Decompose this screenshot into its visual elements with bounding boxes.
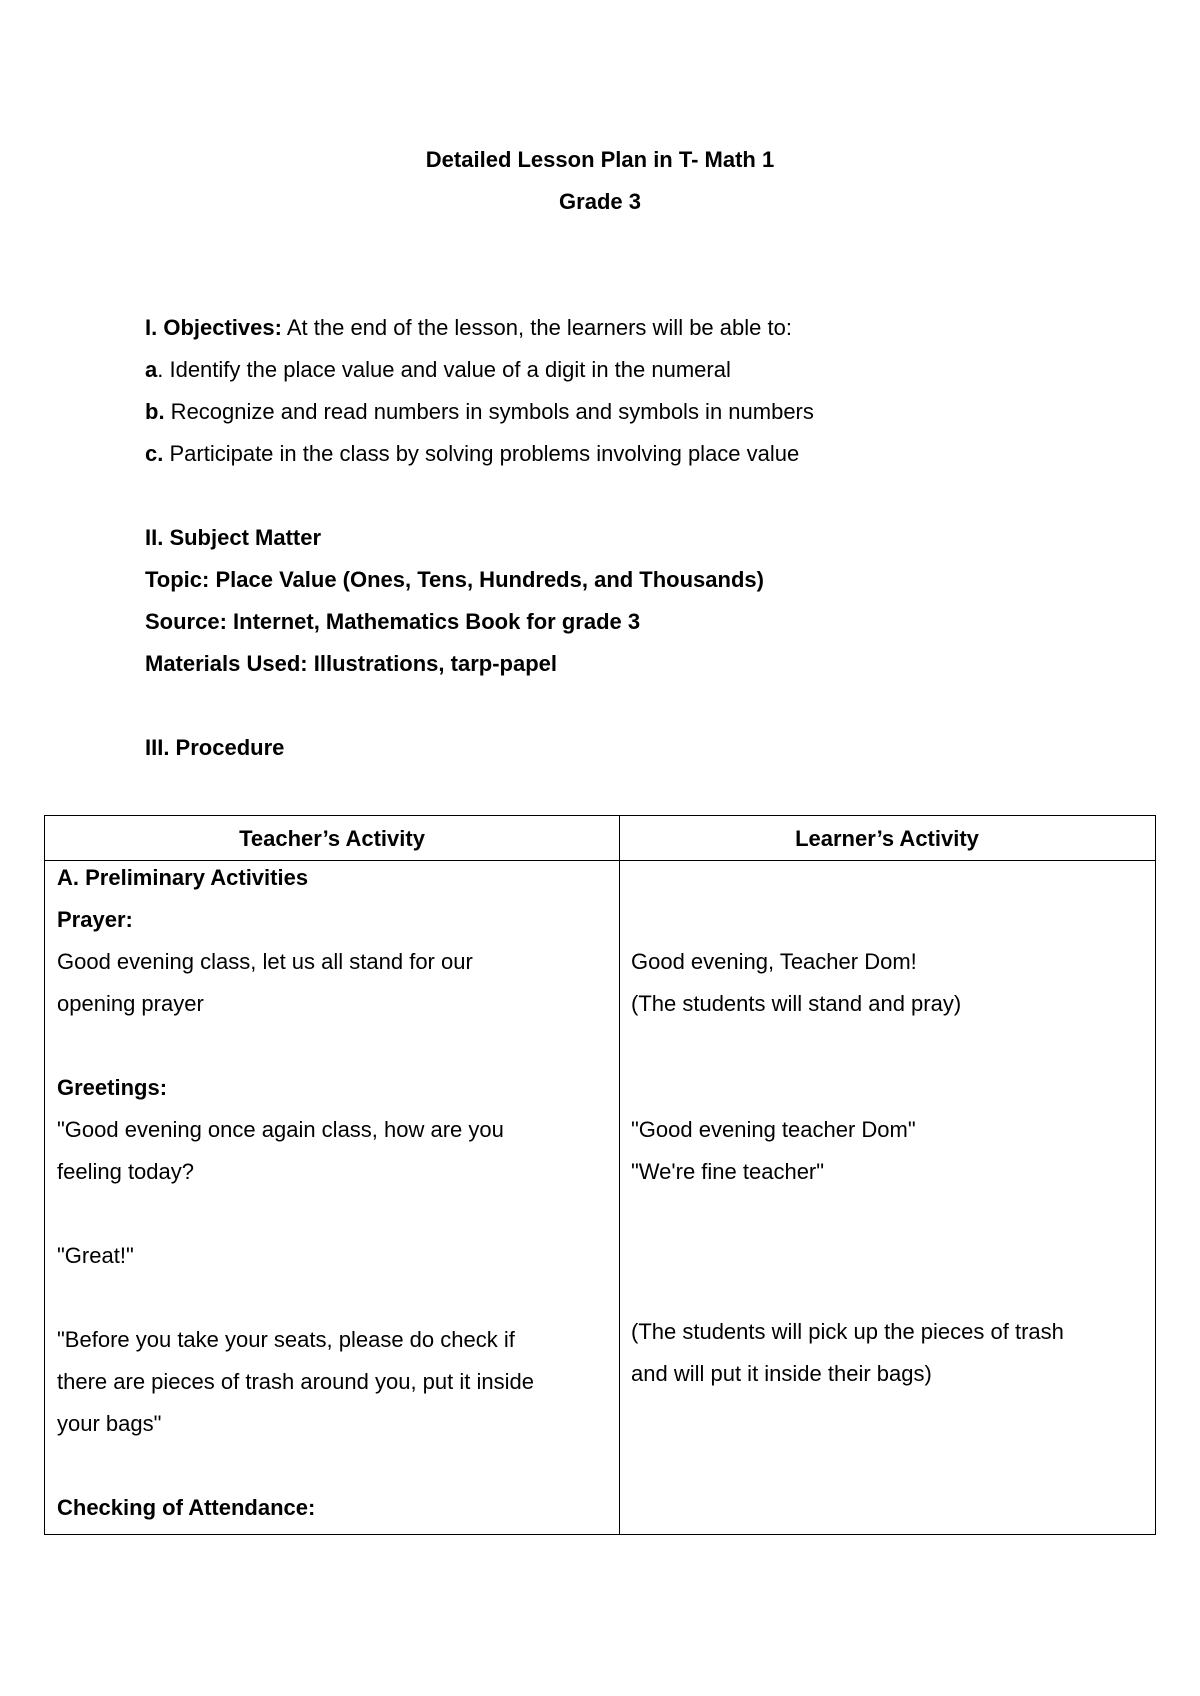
document-title: Detailed Lesson Plan in T- Math 1 [425,147,775,172]
objective-letter: c. [145,441,164,466]
grade-label: Grade 3 [559,189,641,214]
objective-letter: b. [145,399,165,424]
learner-greeting-line: "Good evening teacher Dom" [631,1117,916,1142]
teacher-greeting-line: "Good evening once again class, how are you [57,1117,504,1142]
materials-line: Materials Used: Illustrations, tarp-papel [145,651,557,676]
learner-column-header: Learner’s Activity [795,826,979,851]
objective-item-a [145,356,731,384]
topic-line: Topic: Place Value (Ones, Tens, Hundreds, and Thousands) [145,567,764,592]
learner-trash-line: and will put it inside their bags) [631,1361,932,1386]
preliminary-activities-heading: A. Preliminary Activities [57,865,309,890]
prayer-label: Prayer: [57,907,133,932]
teacher-great-line: "Great!" [57,1243,134,1268]
teacher-greeting-line: feeling today? [57,1159,194,1184]
source-line: Source: Internet, Mathematics Book for grade 3 [145,609,641,634]
column-divider [619,816,620,1534]
objective-text: . Identify the place value and value of a digit in the numeral [157,357,731,382]
teacher-trash-line: there are pieces of trash around you, put it inside [57,1369,534,1394]
learner-prayer-line: (The students will stand and pray) [631,991,962,1016]
learner-prayer-line: Good evening, Teacher Dom! [631,949,917,974]
teacher-prayer-line: opening prayer [57,991,204,1016]
teacher-trash-line: your bags" [57,1411,162,1436]
learner-trash-line: (The students will pick up the pieces of trash [631,1319,1064,1344]
objectives-heading: I. Objectives: [145,315,282,340]
procedure-heading: III. Procedure [145,735,285,760]
objective-letter: a [145,357,158,382]
objective-text: Participate in the class by solving problems involving place value [163,441,800,466]
objective-item-c [145,440,799,468]
teacher-trash-line: "Before you take your seats, please do check if [57,1327,515,1352]
greetings-label: Greetings: [57,1075,168,1100]
subject-matter-heading: II. Subject Matter [145,525,322,550]
learner-greeting-line: "We're fine teacher" [631,1159,825,1184]
teacher-column-header: Teacher’s Activity [239,826,425,851]
activity-table [44,815,1156,1535]
attendance-label: Checking of Attendance: [57,1495,316,1520]
objectives-line [145,314,792,342]
objectives-intro: At the end of the lesson, the learners will be able to: [281,315,792,340]
objective-text: Recognize and read numbers in symbols and symbols in numbers [164,399,814,424]
teacher-prayer-line: Good evening class, let us all stand for our [57,949,473,974]
objective-item-b [145,398,814,426]
